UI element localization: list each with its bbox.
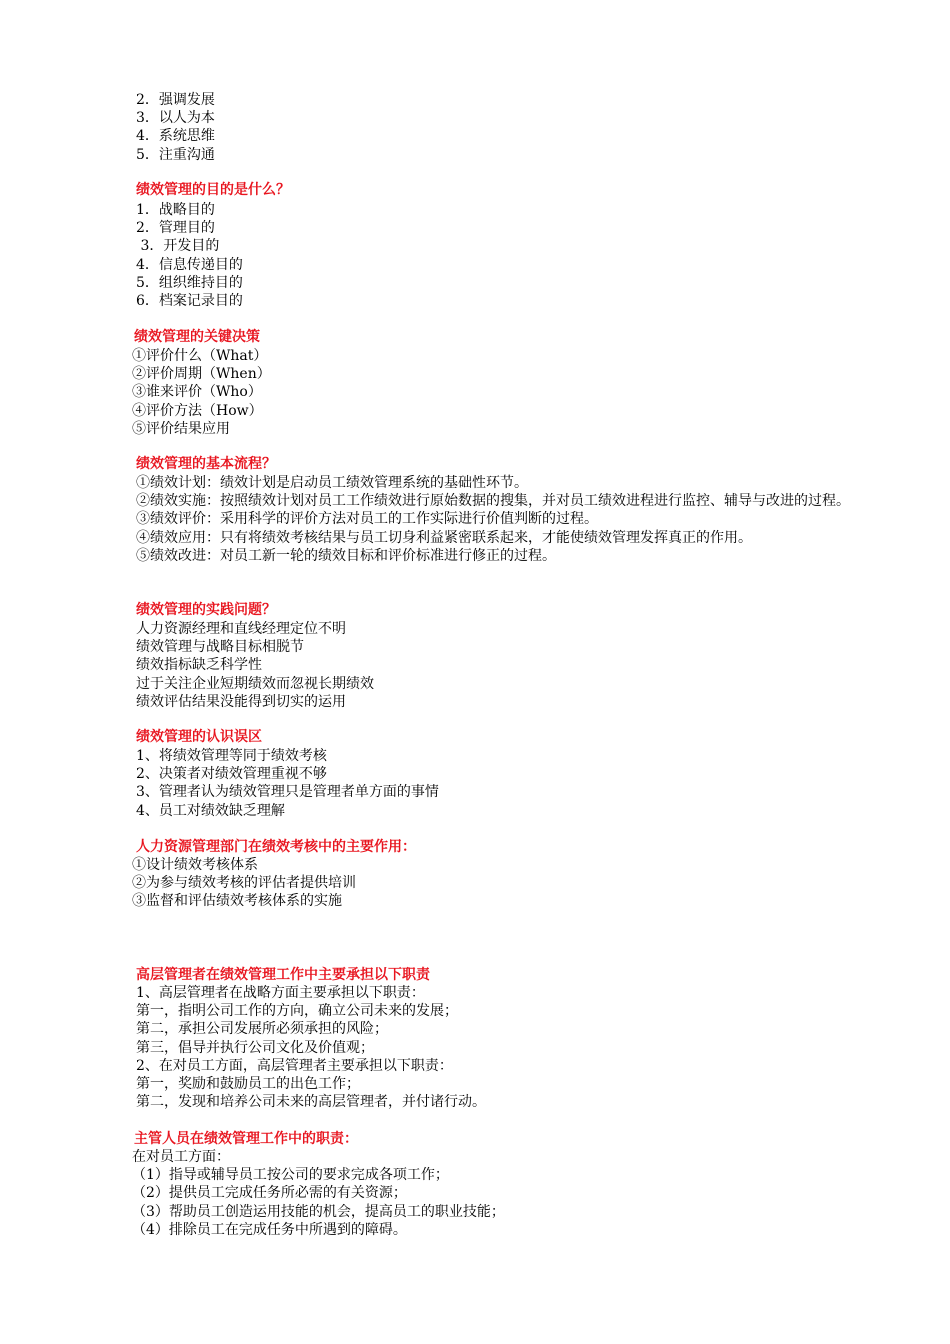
list-item: ①评价什么（What） — [132, 348, 268, 364]
supervisor-list — [132, 1148, 950, 1239]
list-item: 第三，倡导并执行公司文化及价值观； — [136, 1039, 374, 1056]
list-item: 3．以人为本 — [136, 110, 215, 127]
list-item: 3、管理者认为绩效管理只是管理者单方面的事情 — [136, 784, 439, 801]
list-item: ⑤评价结果应用 — [132, 420, 230, 437]
list-item: 绩效评估结果没能得到切实的运用 — [136, 693, 346, 710]
list-item: 第二，发现和培养公司未来的高层管理者，并付诸行动。 — [136, 1094, 486, 1111]
list-item: （4）排除员工在完成任务中所遇到的障碍。 — [132, 1221, 407, 1238]
list-item: 第二，承担公司发展所必须承担的风险； — [136, 1021, 388, 1038]
list-item: ④评价方法（How） — [132, 402, 263, 419]
list-item: ②为参与绩效考核的评估者提供培训 — [132, 875, 356, 892]
decisions-list — [132, 347, 950, 438]
list-item: 绩效管理与战略目标相脱节 — [136, 639, 304, 656]
list-item: ②绩效实施：按照绩效计划对员工工作绩效进行原始数据的搜集，并对员工绩效进程进行监控、辅导与改进的过程。 — [136, 493, 850, 510]
practice-list — [136, 620, 950, 711]
list-item: ③绩效评价：采用科学的评价方法对员工的工作实际进行价值判断的过程。 — [136, 511, 598, 528]
list-item: ③谁来评价（Who） — [132, 384, 262, 401]
list-item: 6．档案记录目的 — [136, 292, 243, 309]
section-heading-supervisor: 主管人员在绩效管理工作中的职责： — [134, 1131, 358, 1147]
section-heading-practice: 绩效管理的实践问题？ — [136, 602, 276, 618]
list-item: ②评价周期（When） — [132, 366, 271, 383]
list-item: 2、决策者对绩效管理重视不够 — [136, 766, 327, 783]
list-item: 3．开发目的 — [136, 238, 220, 255]
list-item: 第一，奖励和鼓励员工的出色工作； — [136, 1075, 360, 1092]
section-heading-process: 绩效管理的基本流程？ — [136, 456, 276, 472]
list-item: （3）帮助员工创造运用技能的机会，提高员工的职业技能； — [132, 1203, 505, 1220]
senior-list — [136, 984, 950, 1111]
list-item: （1）指导或辅导员工按公司的要求完成各项工作； — [132, 1167, 449, 1184]
section-heading-decisions: 绩效管理的关键决策 — [134, 329, 260, 345]
section-heading-purpose: 绩效管理的目的是什么？ — [136, 182, 290, 198]
list-item: ④绩效应用：只有将绩效考核结果与员工切身利益紧密联系起来，才能使绩效管理发挥真正的作用。 — [136, 529, 752, 546]
list-item: （2）提供员工完成任务所必需的有关资源； — [132, 1185, 407, 1202]
purpose-list — [136, 201, 950, 310]
list-item: 1、将绩效管理等同于绩效考核 — [136, 748, 327, 764]
list-item: ①设计绩效考核体系 — [132, 857, 258, 873]
misconceptions-list — [136, 747, 950, 820]
list-item: 1、高层管理者在战略方面主要承担以下职责： — [136, 985, 425, 1001]
section-heading-senior: 高层管理者在绩效管理工作中主要承担以下职责 — [136, 967, 430, 983]
list-item: 2、在对员工方面，高层管理者主要承担以下职责： — [136, 1057, 453, 1074]
list-item: 第一，指明公司工作的方向，确立公司未来的发展； — [136, 1003, 458, 1020]
process-list — [136, 474, 950, 565]
principles-list — [136, 91, 950, 164]
list-item: 在对员工方面： — [132, 1149, 230, 1165]
list-item: 人力资源经理和直线经理定位不明 — [136, 621, 346, 637]
list-item: 4、员工对绩效缺乏理解 — [136, 802, 285, 819]
list-item: 2．管理目的 — [136, 220, 215, 237]
section-heading-hr-role: 人力资源管理部门在绩效考核中的主要作用： — [136, 839, 416, 855]
list-item: 4．信息传递目的 — [136, 256, 243, 273]
list-item: 1．战略目的 — [136, 202, 215, 218]
section-heading-misconceptions: 绩效管理的认识误区 — [136, 729, 262, 745]
list-item: 4．系统思维 — [136, 128, 215, 145]
list-item: ①绩效计划：绩效计划是启动员工绩效管理系统的基础性环节。 — [136, 475, 528, 491]
list-item: 5．组织维持目的 — [136, 274, 243, 291]
list-item: ⑤绩效改进：对员工新一轮的绩效目标和评价标准进行修正的过程。 — [136, 547, 556, 564]
list-item: 2．强调发展 — [136, 92, 215, 108]
list-item: 过于关注企业短期绩效而忽视长期绩效 — [136, 675, 374, 692]
list-item: ③监督和评估绩效考核体系的实施 — [132, 893, 342, 910]
hr-role-list — [132, 856, 950, 911]
list-item: 5．注重沟通 — [136, 146, 215, 163]
list-item: 绩效指标缺乏科学性 — [136, 657, 262, 674]
